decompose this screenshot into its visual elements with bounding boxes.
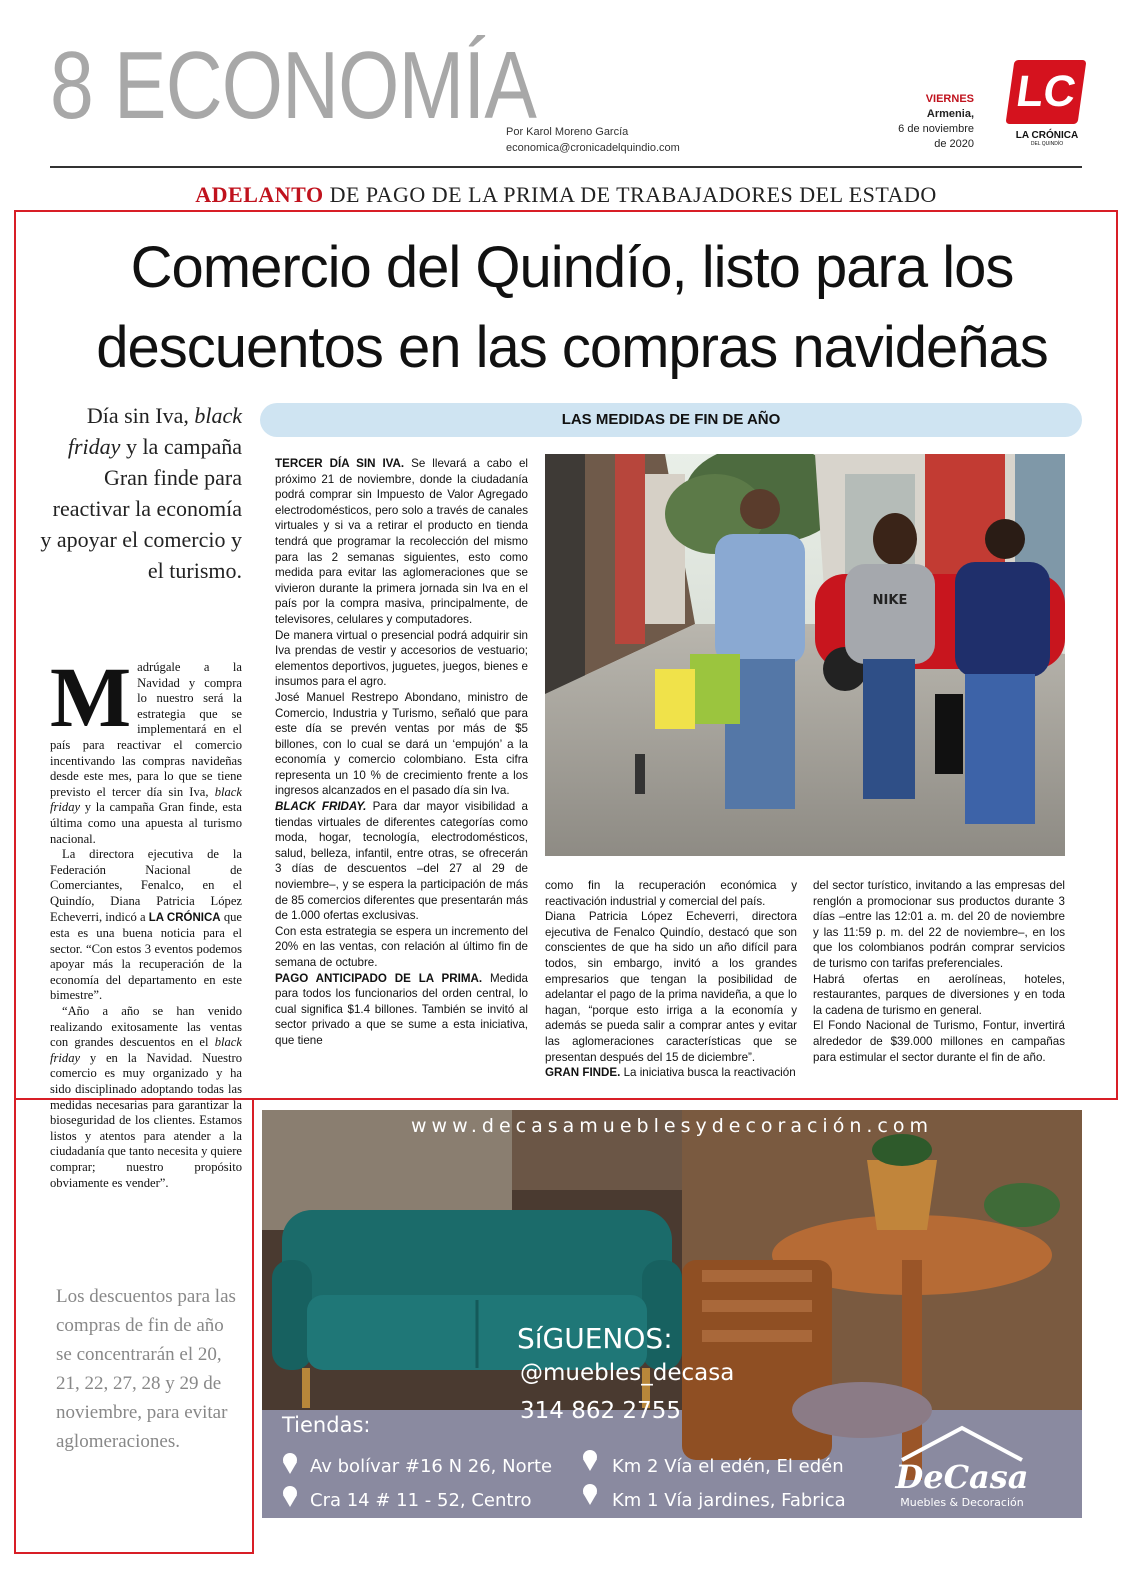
- col2-para-2: De manera virtual o presencial podrá adquirir sin Iva prendas de vestir y accesorios de vestuario; elementos deportivos, juguetes, juegos, bienes e insumos para el agro.: [275, 628, 528, 689]
- shirt-text: NIKE: [872, 593, 908, 608]
- headline-line-1: Comercio del Quindío, listo para los: [130, 235, 1014, 300]
- logo-subtitle: DEL QUINDÍO: [1030, 141, 1064, 147]
- author-email[interactable]: economica@cronicadelquindio.com: [506, 142, 680, 154]
- col4-para-1: del sector turístico, invitando a las empresas del renglón a promocionar sus productos durante 3 días –entre las 12:01 a. m. del 20 de noviembre y las 11:59 p. m. del 22 de noviembre–, en los que los colombianos podrán comprar servicios de turismo con tarifas preferenciales.: [813, 879, 1065, 970]
- col3-para-1: como fin la recuperación económica y reactivación industrial y comercial del país.: [545, 879, 797, 908]
- paragraph-3: “Año a año se han venido realizando exitosamente las ventas con grandes descuentos en el black friday y en la Navidad. Nuestro comercio es muy organizado y ha sido disciplinado adoptando todas las medidas necesarias para garantizar la bioseguridad de los clientes. Estamos listos y atentos para atender a la ciudadanía que tanto necesita y quiere comprar; nuestro propósito obviamente es vender”.: [50, 1004, 242, 1190]
- ad-store-3: Cra 14 # 11 - 52, Centro: [310, 1490, 532, 1511]
- column-4: [813, 878, 1065, 1065]
- col4-para-2: Habrá ofertas en aerolíneas, hoteles, restaurantes, parques de diversiones y en toda la cadena de turismo en general.: [813, 972, 1065, 1017]
- column-3: [545, 878, 797, 1081]
- col2-para-5: Con esta estrategia se espera un incremento del 20% en las ventas, con relación al último fin de semana de octubre.: [275, 924, 528, 969]
- ad-phone[interactable]: 314 862 2755: [520, 1398, 681, 1424]
- measures-title: LAS MEDIDAS DE FIN DE AÑO: [260, 403, 1082, 437]
- dropcap: M: [50, 649, 132, 745]
- paragraph-2: La directora ejecutiva de la Federación Nacional de Comerciantes, Fenalco, en el Quindío, Diana Patricia López Echeverri, indicó a LA CRÓNICA que esta es una buena noticia para el sector. “Con estos 3 eventos podemos apoyar más la recuperación de la economía del departamento en este bimestre”.: [50, 847, 242, 1003]
- col2-para-1: TERCER DÍA SIN IVA. Se llevará a cabo el próximo 21 de noviembre, donde la ciudadanía podrá comprar sin Impuesto de Valor Agregado electrodomésticos, pero solo a través de canales virtuales y si va a retirar el producto en tienda tendrá que programar la recolección del mismo para las 2 semanas siguientes, esto como medida para evitar las aglomeraciones que se vivieron durante la primera jornada sin Iva en el país por la compra masiva, principalmente, de televisores, celulares y computadores.: [275, 457, 528, 626]
- headline: [40, 228, 1104, 388]
- col3-para-2: Diana Patricia López Echeverri, directora ejecutiva de Fenalco Quindío, destacó que son conscientes de que ha sido un año difícil para todos, sin embargo, invitó a los grandes empresarios que tengan la posibilidad de adelantar el pago de la prima navideña, a que lo hagan, “porque esto irriga a la economía y además se pueda salir a comprar antes y evitar las aglomeraciones características que se presentan después del 15 de diciembre”.: [545, 910, 797, 1064]
- deck: [40, 400, 242, 586]
- header-rule: [50, 166, 1082, 168]
- weekday: VIERNES: [925, 93, 974, 105]
- deck-italic: black friday: [67, 403, 242, 459]
- col2-para-4: BLACK FRIDAY. Para dar mayor visibilidad a tiendas virtuales de diferentes categorías como moda, hogar, tecnología, electrodomésticos, salud, belleza, infantil, entre otras, se ofrecerán 3 días de descuentos –del 27 al 29 de noviembre–, y se espera la participación de más de 85 comercios diferentes que presentarán más de 1.000 ofertas exclusivas.: [275, 800, 528, 923]
- logo: LC: [1006, 60, 1087, 124]
- deck-text-2: y la campaña Gran finde para reactivar la economía y apoyar el comercio y el turismo.: [40, 434, 242, 583]
- ad-follow: SíGUENOS:: [517, 1322, 673, 1355]
- ad-instagram[interactable]: @muebles_decasa: [520, 1360, 735, 1386]
- advertisement[interactable]: [262, 1110, 1082, 1518]
- col2-para-3: José Manuel Restrepo Abondano, ministro de Comercio, Industria y Turismo, señaló que para este día se prevén ventas por más de $5 billones, con lo cual se dará un ‘empujón’ a la economía y comercio colombiano. Esta cifra representa un 10 % de crecimiento frente a los ingresos alcanzados en el pasado día sin Iva.: [275, 690, 528, 798]
- author: Por Karol Moreno García: [506, 126, 629, 138]
- col3-para-3: GRAN FINDE. La iniciativa busca la reactivación: [545, 1066, 796, 1080]
- ad-stores-title: Tiendas:: [282, 1413, 371, 1437]
- ad-brand-sub: Muebles & Decoración: [900, 1496, 1024, 1509]
- section-title: 8 ECONOMÍA: [50, 32, 537, 139]
- logo-name: LA CRÓNICA: [1015, 130, 1079, 141]
- deck-text-1: Día sin Iva,: [86, 403, 189, 428]
- ad-url[interactable]: www.decasamueblesydecoración.com: [411, 1115, 933, 1137]
- ad-store-2: Km 2 Vía el edén, El edén: [612, 1456, 844, 1477]
- date-line-2: de 2020: [934, 138, 974, 150]
- date-block: [898, 92, 974, 152]
- date-line-1: 6 de noviembre: [898, 123, 974, 135]
- col2-para-6: PAGO ANTICIPADO DE LA PRIMA. Medida para todos los funcionarios del orden central, lo cual significa $1.4 billones. También se invitó al sector privado a que se sume a esta iniciativa, que tiene: [275, 971, 528, 1047]
- ad-store-1: Av bolívar #16 N 26, Norte: [310, 1456, 553, 1477]
- kicker: [50, 182, 1082, 208]
- byline: [506, 124, 680, 156]
- street-photo-svg: [545, 454, 1065, 856]
- street-photo: [545, 454, 1065, 856]
- headline-line-2: descuentos en las compras navideñas: [96, 315, 1048, 380]
- kicker-rest: DE PAGO DE LA PRIMA DE TRABAJADORES DEL ESTADO: [323, 182, 937, 207]
- city: Armenia,: [926, 108, 974, 120]
- paragraph-1: Madrúgale a la Navidad y compra lo nuestro será la estrategia que se implementará en el país para reactivar el comercio incentivando las compras navideñas desde este mes, para lo que se tiene previsto el tercer día sin Iva, black friday y la campaña Gran finde, esta última como una apuesta al turismo nacional.: [50, 649, 242, 846]
- ad-store-4: Km 1 Vía jardines, Fabrica: [612, 1490, 846, 1511]
- ad-background: [262, 1110, 1082, 1518]
- column-2: [275, 456, 528, 1049]
- ad-brand: DeCasa: [895, 1458, 1029, 1496]
- main-story: [50, 649, 242, 1191]
- pull-quote: Los descuentos para las compras de fin de año se concentrarán el 20, 21, 22, 27, 28 y 29 de noviembre, para evitar aglomeraciones.: [56, 1286, 236, 1452]
- kicker-highlight: ADELANTO: [195, 182, 324, 207]
- col4-para-3: El Fondo Nacional de Turismo, Fontur, invertirá alrededor de $39.000 millones en campañas para estimular el sector durante el fin de año.: [813, 1019, 1065, 1064]
